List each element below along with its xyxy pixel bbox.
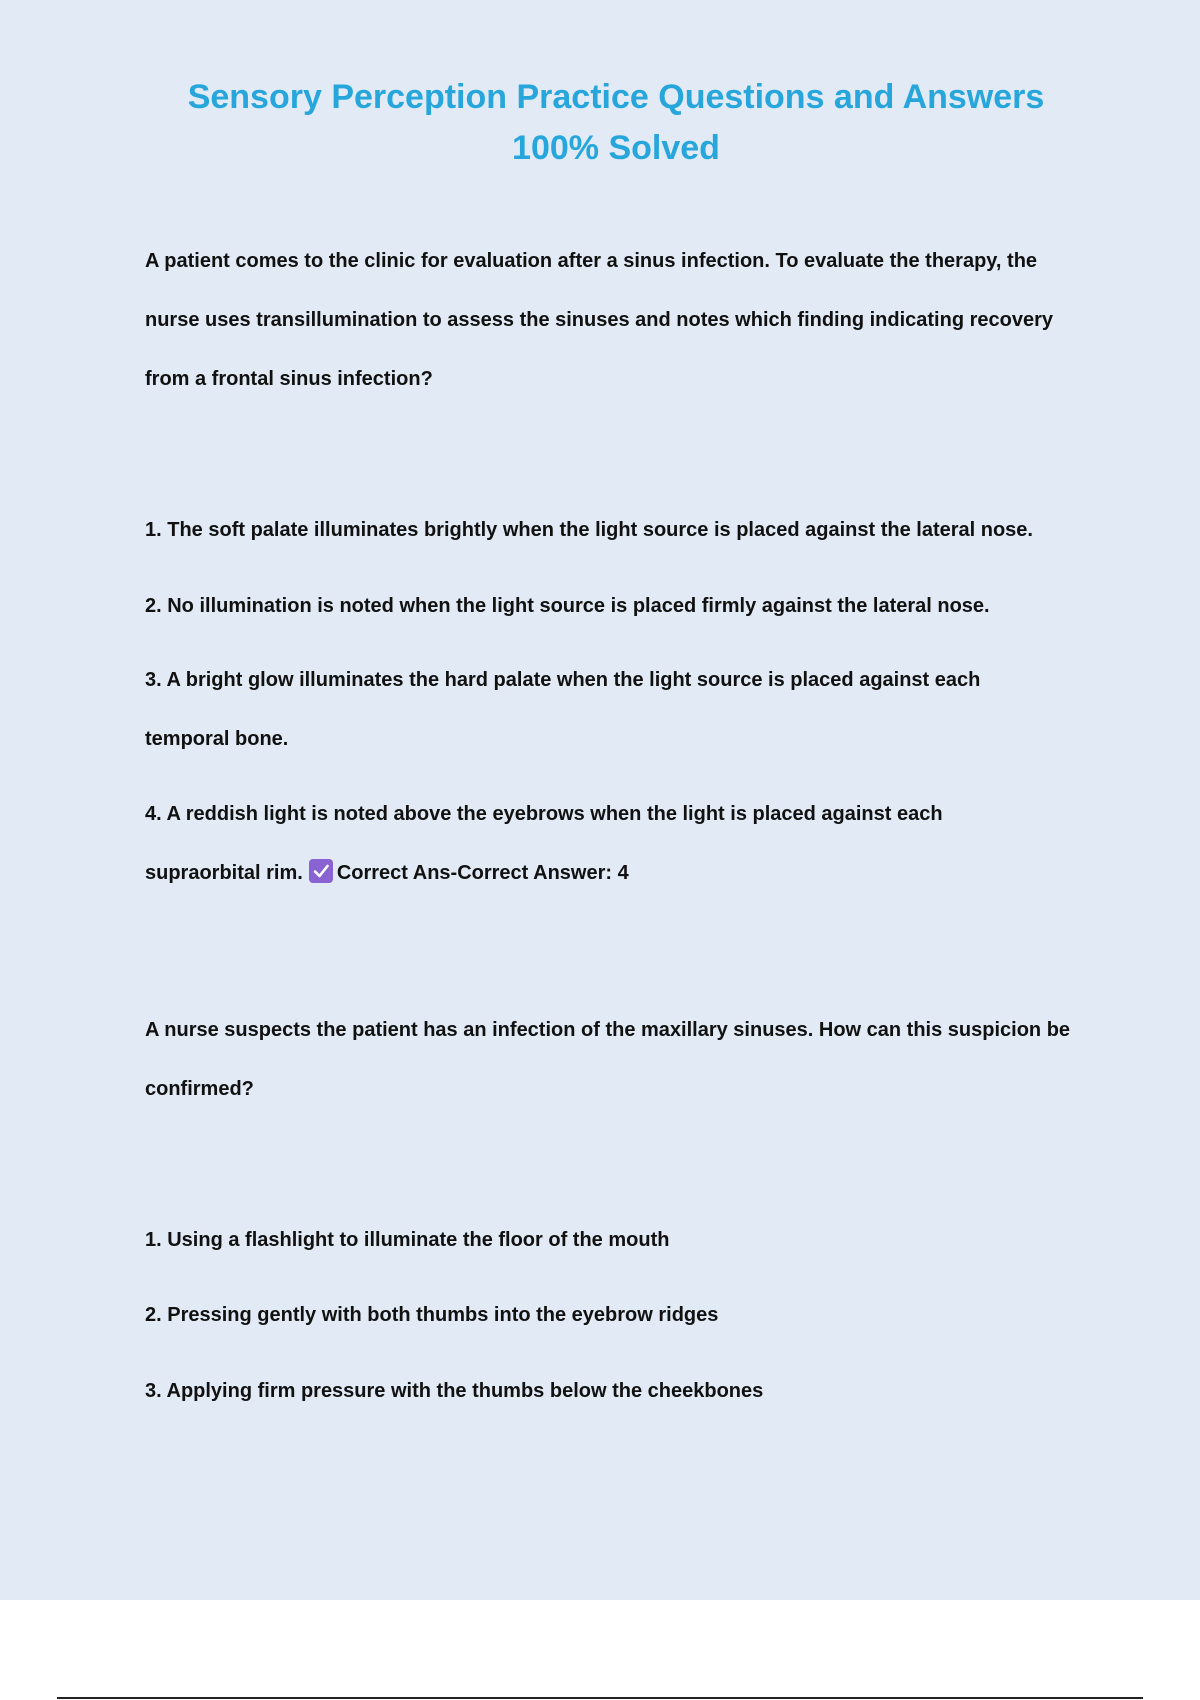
question-1-option-1: 1. The soft palate illuminates brightly when the light source is placed against the lateral nose. (145, 519, 1033, 541)
document-title (0, 72, 1200, 174)
question-1-text: A patient comes to the clinic for evaluation after a sinus infection. To evaluate the therapy, the nurse uses transillumination to assess the sinuses and notes which finding indicating recovery from a frontal sinus infection? (145, 250, 1053, 390)
footer-divider (57, 1697, 1143, 1699)
question-2-option-3: 3. Applying firm pressure with the thumbs below the cheekbones (145, 1380, 764, 1402)
question-1-option-4-text: 4. A reddish light is noted above the eyebrows when the light is placed against each supraorbital rim. (145, 803, 943, 884)
question-2-text: A nurse suspects the patient has an infection of the maxillary sinuses. How can this suspicion be confirmed? (145, 1019, 1071, 1100)
question-2-option-2: 2. Pressing gently with both thumbs into the eyebrow ridges (145, 1304, 719, 1326)
title-line-1: Sensory Perception Practice Questions and Answers (187, 78, 1045, 116)
check-box-icon (309, 859, 333, 883)
question-1-option-2: 2. No illumination is noted when the light source is placed firmly against the lateral nose. (145, 595, 990, 617)
question-1-answer: Correct Ans-Correct Answer: 4 (336, 862, 629, 884)
title-line-2: 100% Solved (512, 129, 720, 167)
question-1-option-4 (145, 785, 1025, 903)
question-2-option-1: 1. Using a flashlight to illuminate the floor of the mouth (145, 1229, 670, 1251)
question-1-option-3: 3. A bright glow illuminates the hard palate when the light source is placed against each temporal bone. (145, 669, 981, 750)
